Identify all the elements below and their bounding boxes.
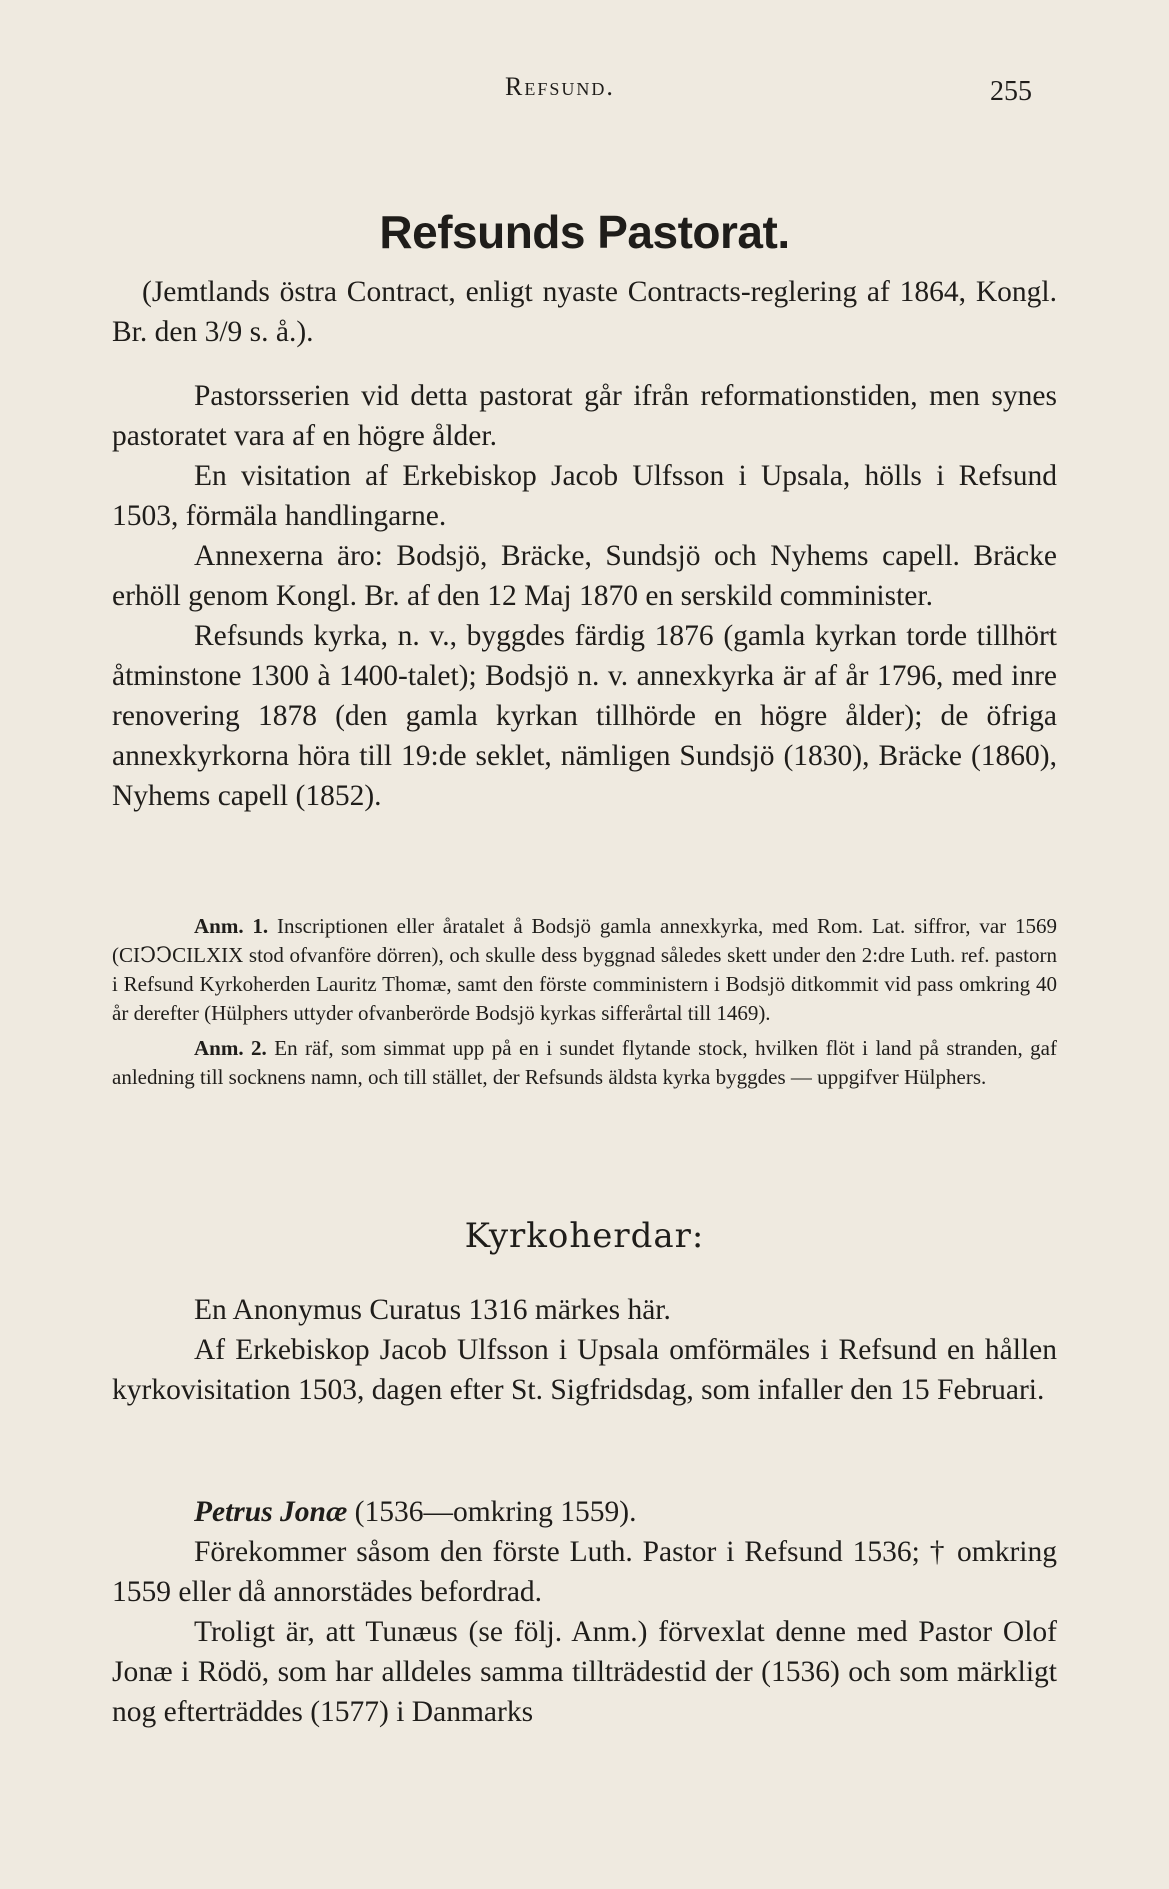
- history-block: [112, 376, 1057, 816]
- note-1-label: Anm. 1.: [194, 914, 269, 938]
- page-number: 255: [990, 76, 1032, 107]
- intro-block: [112, 272, 1057, 352]
- incumbent-name: Petrus Jonæ: [194, 1496, 348, 1528]
- note-1-text: Inscriptionen eller åratalet å Bodsjö gamla annexkyrka, med Rom. Lat. siffror, var 1569 (CIↃↃCILXIX stod ofvanföre dörren), och skulle dess byggnad således skett under den 2:dre Luth. ref. pastorn i Refsund Kyrkoherden Lauritz Thomæ, samt den förste comministern i Bodsjö ditkommit vid pass omkring 40 år derefter (Hülphers uttyder ofvanberörde Bodsjö kyrkas sifferårtal till 1469).: [112, 914, 1058, 1025]
- paragraph-erkebiskop: Af Erkebiskop Jacob Ulfsson i Upsala omförmäles i Refsund en hållen kyrkovisitation 1503, dagen efter St. Sigfridsdag, som infaller den 15 Februari.: [112, 1334, 1057, 1406]
- paragraph-churches: Refsunds kyrka, n. v., byggdes färdig 1876 (gamla kyrkan torde tillhört åtminstone 1300 à 1400-talet); Bodsjö n. v. annexkyrka är af år 1796, med inre renovering 1878 (den gamla kyrkan tillhörde en högre ålder); de öfriga annexkyrkorna höra till 19:de seklet, nämligen Sundsjö (1830), Bräcke (1860), Nyhems capell (1852).: [112, 620, 1057, 812]
- running-head: [0, 72, 1169, 112]
- chapter-title: Refsunds Pastorat.: [379, 206, 790, 258]
- note-2-text: En räf, som simmat upp på en i sundet flytande stock, hvilken flöt i land på stranden, gaf anledning till socknens namn, och till stället, der Refsunds äldsta kyrka byggdes — uppgifver Hülphers.: [112, 1036, 1058, 1089]
- note-2-label: Anm. 2.: [194, 1036, 267, 1060]
- incumbent-heading: [112, 1492, 1057, 1532]
- running-title: Refsund.: [505, 72, 615, 101]
- note-2: [112, 1034, 1057, 1092]
- note-1: [112, 912, 1057, 1028]
- paragraph-pastor-series: Pastorsserien vid detta pastorat går ifrån reformationstiden, men synes pastoratet vara af en högre ålder.: [112, 380, 1057, 452]
- incumbent-dates: (1536—omkring 1559).: [354, 1496, 637, 1528]
- incumbent-block: [112, 1492, 1057, 1732]
- paragraph-anonymus: En Anonymus Curatus 1316 märkes här.: [194, 1294, 671, 1326]
- notes-block: [112, 912, 1057, 1092]
- incumbent-paragraph-1: Förekommer såsom den förste Luth. Pastor i Refsund 1536; † omkring 1559 eller då annorstädes befordrad.: [112, 1536, 1057, 1608]
- incumbent-paragraph-2: Troligt är, att Tunæus (se följ. Anm.) förvexlat denne med Pastor Olof Jonæ i Rödö, som har alldeles samma tillträdestid der (1536) och som märkligt nog efterträddes (1577) i Danmarks: [112, 1616, 1057, 1728]
- paragraph-visitation: En visitation af Erkebiskop Jacob Ulfsson i Upsala, hölls i Refsund 1503, förmäla handlingarne.: [112, 460, 1057, 532]
- section-heading-kyrkoherdar: Kyrkoherdar:: [464, 1216, 705, 1256]
- intro-text: (Jemtlands östra Contract, enligt nyaste Contracts-reglering af 1864, Kongl. Br. den 3/9 s. å.).: [112, 276, 1057, 348]
- kyrkoherdar-block: [112, 1290, 1057, 1410]
- paragraph-annexes: Annexerna äro: Bodsjö, Bräcke, Sundsjö och Nyhems capell. Bräcke erhöll genom Kongl. Br. af den 12 Maj 1870 en serskild comminister.: [112, 540, 1057, 612]
